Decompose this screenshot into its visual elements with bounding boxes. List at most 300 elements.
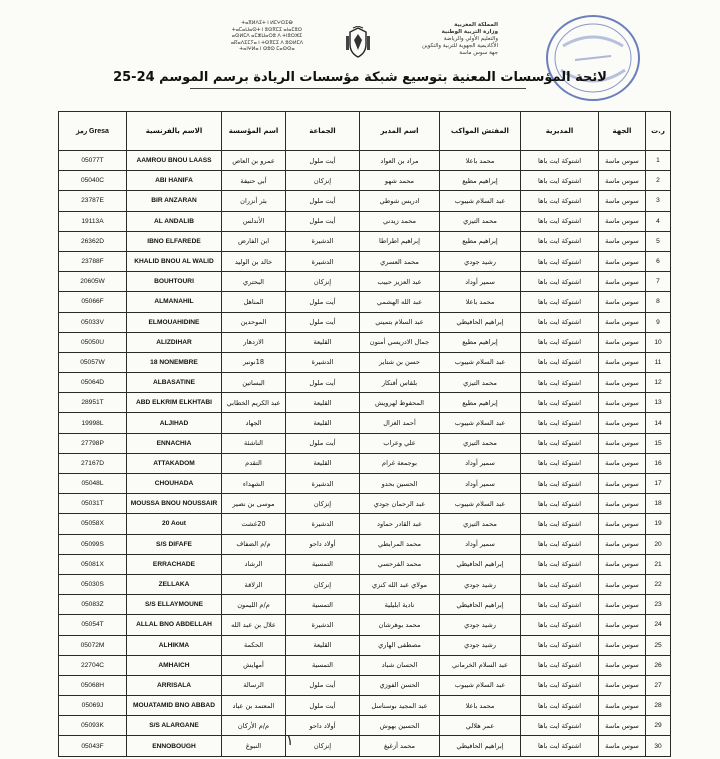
table-cell: أيت ملول bbox=[286, 696, 360, 716]
letterhead-line: وزارة التربية الوطنية bbox=[441, 29, 498, 35]
table-cell: محمد بوهرشان bbox=[360, 615, 440, 635]
table-row bbox=[59, 574, 671, 594]
table-cell: سوس ماسة bbox=[599, 574, 646, 594]
table-cell: اشتوكة ايت باها bbox=[521, 514, 599, 534]
table-cell: 20غشت bbox=[222, 514, 286, 534]
title-underline bbox=[190, 88, 526, 89]
table-cell: م/م الليمون bbox=[222, 595, 286, 615]
table-cell: ALJIHAD bbox=[127, 413, 222, 433]
table-cell: رشيد جودي bbox=[440, 635, 521, 655]
letterhead-line: ⴰⴽⴰⴷⵉⵎⵢⴰ ⵏ ⵜⵙⴳⵎⵉ ⴷ ⵓⵙⵍⵎⴷ bbox=[230, 39, 304, 46]
table-cell: سوس ماسة bbox=[599, 736, 646, 756]
table-cell: إبراهيم مطيع bbox=[440, 231, 521, 251]
letterhead-arabic bbox=[398, 22, 498, 57]
table-cell: 05031T bbox=[59, 494, 127, 514]
table-cell: سمير أوداد bbox=[440, 272, 521, 292]
table-cell: اشتوكة ايت باها bbox=[521, 675, 599, 695]
table-cell: محمد التيزي bbox=[440, 433, 521, 453]
table-cell: سوس ماسة bbox=[599, 151, 646, 171]
table-cell: عبد السلام الخرماني bbox=[440, 655, 521, 675]
table-cell: البحتري bbox=[222, 272, 286, 292]
table-cell: ENNACHIA bbox=[127, 433, 222, 453]
table-cell: عمرو بن العاص bbox=[222, 151, 286, 171]
table-row bbox=[59, 736, 671, 756]
table-cell: الدشيرة bbox=[286, 251, 360, 271]
table-cell: الدشيرة bbox=[286, 615, 360, 635]
table-cell: اشتوكة ايت باها bbox=[521, 171, 599, 191]
table-cell: ARRISALA bbox=[127, 675, 222, 695]
schools-table bbox=[58, 111, 671, 757]
table-cell: ALHIKMA bbox=[127, 635, 222, 655]
table-cell: محمد زيدني bbox=[360, 211, 440, 231]
table-cell: 1 bbox=[646, 151, 671, 171]
table-cell: 26362D bbox=[59, 231, 127, 251]
table-cell: AAMROU BNOU LAASS bbox=[127, 151, 222, 171]
table-cell: 05050U bbox=[59, 332, 127, 352]
table-cell: 27 bbox=[646, 675, 671, 695]
table-row bbox=[59, 292, 671, 312]
table-row bbox=[59, 474, 671, 494]
table-cell: سوس ماسة bbox=[599, 251, 646, 271]
table-cell: 16 bbox=[646, 453, 671, 473]
table-cell: 14 bbox=[646, 413, 671, 433]
table-cell: سوس ماسة bbox=[599, 615, 646, 635]
table-cell: التمسية bbox=[286, 595, 360, 615]
table-cell: 23 bbox=[646, 595, 671, 615]
table-cell: البساتين bbox=[222, 373, 286, 393]
table-cell: S/S ALARGANE bbox=[127, 716, 222, 736]
table-row bbox=[59, 393, 671, 413]
table-cell: اشتوكة ايت باها bbox=[521, 574, 599, 594]
table-cell: الحسان شباد bbox=[360, 655, 440, 675]
column-header: اسم المدير bbox=[360, 112, 440, 151]
table-cell: AMHAICH bbox=[127, 655, 222, 675]
table-cell: ABD ELKRIM ELKHTABI bbox=[127, 393, 222, 413]
table-cell: سوس ماسة bbox=[599, 675, 646, 695]
table-row bbox=[59, 191, 671, 211]
table-cell: IBNO ELFAREDE bbox=[127, 231, 222, 251]
table-cell: مولاي عبد الله كنزي bbox=[360, 574, 440, 594]
table-cell: الدشيرة bbox=[286, 514, 360, 534]
table-cell: سمير أوداد bbox=[440, 474, 521, 494]
table-cell: إبراهيم الحافيظي bbox=[440, 312, 521, 332]
table-cell: ATTAKADOM bbox=[127, 453, 222, 473]
table-cell: 05066F bbox=[59, 292, 127, 312]
table-cell: رشيد جودي bbox=[440, 615, 521, 635]
table-cell: سوس ماسة bbox=[599, 231, 646, 251]
table-cell: 05064D bbox=[59, 373, 127, 393]
table-cell: 20605W bbox=[59, 272, 127, 292]
letterhead-line: الأكاديمية الجهوية للتربية والتكوين bbox=[421, 43, 498, 49]
table-cell: اشتوكة ايت باها bbox=[521, 151, 599, 171]
table-cell: سوس ماسة bbox=[599, 211, 646, 231]
table-cell: BOUHTOURI bbox=[127, 272, 222, 292]
table-cell: 12 bbox=[646, 373, 671, 393]
table-cell: سوس ماسة bbox=[599, 716, 646, 736]
column-header: المفتش المواكب bbox=[440, 112, 521, 151]
table-cell: سمير أوداد bbox=[440, 453, 521, 473]
table-cell: بئر أنزران bbox=[222, 191, 286, 211]
table-cell: 05030S bbox=[59, 574, 127, 594]
table-cell: أولاد داحو bbox=[286, 534, 360, 554]
table-cell: 28951T bbox=[59, 393, 127, 413]
table-cell: 2 bbox=[646, 171, 671, 191]
table-row bbox=[59, 514, 671, 534]
table-cell: MOUATAMID BNO ABBAD bbox=[127, 696, 222, 716]
table-cell: الدشيرة bbox=[286, 474, 360, 494]
table-cell: 27167D bbox=[59, 453, 127, 473]
table-cell: الأندلس bbox=[222, 211, 286, 231]
table-cell: سوس ماسة bbox=[599, 635, 646, 655]
column-header: اسم المؤسسة bbox=[222, 112, 286, 151]
table-cell: 4 bbox=[646, 211, 671, 231]
table-cell: الرسالة bbox=[222, 675, 286, 695]
table-cell: 05054T bbox=[59, 615, 127, 635]
table-row bbox=[59, 312, 671, 332]
table-cell: التقدم bbox=[222, 453, 286, 473]
table-cell: اشتوكة ايت باها bbox=[521, 474, 599, 494]
table-cell: 28 bbox=[646, 696, 671, 716]
letterhead-line: والتعليم الأولي والرياضة bbox=[443, 36, 498, 42]
table-cell: ELMOUAHIDINE bbox=[127, 312, 222, 332]
table-cell: اشتوكة ايت باها bbox=[521, 716, 599, 736]
table-row bbox=[59, 494, 671, 514]
table-cell: سوس ماسة bbox=[599, 696, 646, 716]
table-row bbox=[59, 211, 671, 231]
table-cell: إبراهيم الحافيظي bbox=[440, 736, 521, 756]
table-cell: 05058X bbox=[59, 514, 127, 534]
table-cell: أولاد داحو bbox=[286, 716, 360, 736]
table-cell: اشتوكة ايت باها bbox=[521, 696, 599, 716]
table-cell: المعتمد بن عباد bbox=[222, 696, 286, 716]
table-cell: 3 bbox=[646, 191, 671, 211]
table-cell: حسن بن شتاير bbox=[360, 352, 440, 372]
table-cell: محمد المرابطي bbox=[360, 534, 440, 554]
table-cell: القليعة bbox=[286, 332, 360, 352]
table-cell: الحسين بهوش bbox=[360, 716, 440, 736]
table-cell: إنزكان bbox=[286, 272, 360, 292]
table-cell: 26 bbox=[646, 655, 671, 675]
table-cell: اشتوكة ايت باها bbox=[521, 655, 599, 675]
table-cell: سوس ماسة bbox=[599, 474, 646, 494]
table-cell: الحسن الفوزي bbox=[360, 675, 440, 695]
table-cell: اشتوكة ايت باها bbox=[521, 433, 599, 453]
table-cell: بوجمعة غرام bbox=[360, 453, 440, 473]
table-cell: أيت ملول bbox=[286, 211, 360, 231]
table-cell: ادريس شوطي bbox=[360, 191, 440, 211]
table-cell: الزلاقة bbox=[222, 574, 286, 594]
table-row bbox=[59, 433, 671, 453]
letterhead-tifinagh bbox=[212, 20, 322, 53]
table-cell: اشتوكة ايت باها bbox=[521, 312, 599, 332]
table-cell: خالد بن الوليد bbox=[222, 251, 286, 271]
coat-of-arms-icon bbox=[344, 26, 372, 60]
table-cell: 05068H bbox=[59, 675, 127, 695]
table-cell: 30 bbox=[646, 736, 671, 756]
table-cell: 05083Z bbox=[59, 595, 127, 615]
table-cell: القليعة bbox=[286, 635, 360, 655]
table-cell: محمد باعلا bbox=[440, 696, 521, 716]
table-cell: الحسين بحدو bbox=[360, 474, 440, 494]
table-row bbox=[59, 554, 671, 574]
table-cell: سوس ماسة bbox=[599, 534, 646, 554]
table-cell: 18 NONEMBRE bbox=[127, 352, 222, 372]
table-cell: إبراهيم مطيع bbox=[440, 393, 521, 413]
table-cell: عبد القادر حماود bbox=[360, 514, 440, 534]
table-cell: 23788F bbox=[59, 251, 127, 271]
letterhead-line: المملكة المغربية bbox=[454, 22, 498, 28]
column-header: ر.ت bbox=[646, 112, 671, 151]
table-row bbox=[59, 171, 671, 191]
table-cell: BIR ANZARAN bbox=[127, 191, 222, 211]
table-cell: الشهداء bbox=[222, 474, 286, 494]
table-cell: 05081X bbox=[59, 554, 127, 574]
table-cell: 19 bbox=[646, 514, 671, 534]
table-cell: اشتوكة ايت باها bbox=[521, 251, 599, 271]
table-cell: محمد التيزي bbox=[440, 373, 521, 393]
table-cell: 05077T bbox=[59, 151, 127, 171]
table-row bbox=[59, 413, 671, 433]
table-cell: سوس ماسة bbox=[599, 514, 646, 534]
table-row bbox=[59, 231, 671, 251]
table-cell: 17 bbox=[646, 474, 671, 494]
table-row bbox=[59, 151, 671, 171]
page-number: ١ bbox=[286, 733, 294, 749]
table-cell: سوس ماسة bbox=[599, 171, 646, 191]
table-cell: عبد العزيز حبيب bbox=[360, 272, 440, 292]
table-row bbox=[59, 352, 671, 372]
table-cell: اشتوكة ايت باها bbox=[521, 635, 599, 655]
table-cell: 6 bbox=[646, 251, 671, 271]
table-cell: ENNOBOUGH bbox=[127, 736, 222, 756]
column-header: المديرية bbox=[521, 112, 599, 151]
table-cell: اشتوكة ايت باها bbox=[521, 554, 599, 574]
table-cell: عبد السلام شيبوب bbox=[440, 675, 521, 695]
table-cell: أيت ملول bbox=[286, 191, 360, 211]
table-cell: إبراهيم الحافيظي bbox=[440, 595, 521, 615]
table-cell: إنزكان bbox=[286, 171, 360, 191]
table-row bbox=[59, 615, 671, 635]
table-cell: 27798P bbox=[59, 433, 127, 453]
table-cell: أيت ملول bbox=[286, 312, 360, 332]
table-row bbox=[59, 453, 671, 473]
table-cell: 9 bbox=[646, 312, 671, 332]
letterhead bbox=[0, 0, 720, 72]
letterhead-line: ⵜⴰⵎⴰⵡⴰⵙⵜ ⵏ ⵓⵙⴳⵎⵉ ⴰⵏⴰⵎⵓⵔ bbox=[231, 26, 303, 33]
table-cell: سوس ماسة bbox=[599, 332, 646, 352]
table-cell: الرشاد bbox=[222, 554, 286, 574]
table-cell: 20 Aout bbox=[127, 514, 222, 534]
table-cell: عبد الله الهشمي bbox=[360, 292, 440, 312]
table-row bbox=[59, 595, 671, 615]
table-cell: محمد باعلا bbox=[440, 292, 521, 312]
table-cell: عبد السلام شيبوب bbox=[440, 191, 521, 211]
table-cell: 05048L bbox=[59, 474, 127, 494]
table-cell: CHOUHADA bbox=[127, 474, 222, 494]
table-cell: سوس ماسة bbox=[599, 272, 646, 292]
letterhead-line: ⵜⴰⴳⵍⴷⵉⵜ ⵏ ⵍⵎⵖⵔⵉⴱ bbox=[241, 20, 293, 26]
table-cell: محمد أزغيغ bbox=[360, 736, 440, 756]
table-cell: الازدهار bbox=[222, 332, 286, 352]
table-cell: اشتوكة ايت باها bbox=[521, 393, 599, 413]
table-cell: الموحدين bbox=[222, 312, 286, 332]
table-cell: سوس ماسة bbox=[599, 292, 646, 312]
table-cell: إبراهيم الحافيظي bbox=[440, 554, 521, 574]
table-row bbox=[59, 675, 671, 695]
table-cell: ابن الفارض bbox=[222, 231, 286, 251]
table-cell: محمد التيزي bbox=[440, 211, 521, 231]
table-cell: عبد السلام شيبوب bbox=[440, 352, 521, 372]
table-row bbox=[59, 373, 671, 393]
table-cell: القليعة bbox=[286, 453, 360, 473]
table-cell: محمد الفرحسي bbox=[360, 554, 440, 574]
table-cell: ALBASATINE bbox=[127, 373, 222, 393]
table-cell: محمد باعلا bbox=[440, 151, 521, 171]
table-cell: 22 bbox=[646, 574, 671, 594]
table-cell: 05040C bbox=[59, 171, 127, 191]
table-cell: م/م الأركان bbox=[222, 716, 286, 736]
table-cell: اشتوكة ايت باها bbox=[521, 736, 599, 756]
table-cell: 05072M bbox=[59, 635, 127, 655]
table-cell: التمسية bbox=[286, 655, 360, 675]
table-cell: اشتوكة ايت باها bbox=[521, 332, 599, 352]
table-cell: الحكمة bbox=[222, 635, 286, 655]
table-cell: سمير أوداد bbox=[440, 534, 521, 554]
table-cell: اشتوكة ايت باها bbox=[521, 352, 599, 372]
table-cell: إبراهيم اطراطا bbox=[360, 231, 440, 251]
table-row bbox=[59, 534, 671, 554]
table-row bbox=[59, 332, 671, 352]
table-cell: م/م الضفاف bbox=[222, 534, 286, 554]
table-cell: عبد الكريم الخطابي bbox=[222, 393, 286, 413]
table-cell: 19998L bbox=[59, 413, 127, 433]
table-cell: الدشيرة bbox=[286, 352, 360, 372]
table-cell: 8 bbox=[646, 292, 671, 312]
table-cell: MOUSSA BNOU NOUSSAIR bbox=[127, 494, 222, 514]
table-cell: إنزكان bbox=[286, 736, 360, 756]
column-header: الاسم بالفرنسية bbox=[127, 112, 222, 151]
table-cell: KHALID BNOU AL WALID bbox=[127, 251, 222, 271]
table-cell: S/S ELLAYMOUNE bbox=[127, 595, 222, 615]
table-cell: أيت ملول bbox=[286, 373, 360, 393]
table-cell: 24 bbox=[646, 615, 671, 635]
table-cell: AL ANDALIB bbox=[127, 211, 222, 231]
table-row bbox=[59, 655, 671, 675]
table-cell: أيت ملول bbox=[286, 433, 360, 453]
table-cell: 29 bbox=[646, 716, 671, 736]
page-title: لائحة المؤسسات المعنية بتوسيع شبكة مؤسسات الريادة برسم الموسم 24-25 bbox=[113, 70, 607, 85]
table-cell: جمال الادريسي أمنون bbox=[360, 332, 440, 352]
letterhead-line: جهة سوس ماسة bbox=[459, 50, 498, 56]
table-body bbox=[59, 151, 671, 757]
table-cell: أمهايش bbox=[222, 655, 286, 675]
table-cell: اشتوكة ايت باها bbox=[521, 453, 599, 473]
table-cell: S/S DIFAFE bbox=[127, 534, 222, 554]
table-cell: القليعة bbox=[286, 393, 360, 413]
table-cell: اشتوكة ايت باها bbox=[521, 231, 599, 251]
table-cell: عبد السلام شيبوب bbox=[440, 494, 521, 514]
table-cell: المناهل bbox=[222, 292, 286, 312]
table-cell: محمد شهو bbox=[360, 171, 440, 191]
table-cell: اشتوكة ايت باها bbox=[521, 615, 599, 635]
table-cell: سوس ماسة bbox=[599, 373, 646, 393]
table-cell: 22704C bbox=[59, 655, 127, 675]
table-row bbox=[59, 716, 671, 736]
table-cell: أيت ملول bbox=[286, 151, 360, 171]
table-cell: سوس ماسة bbox=[599, 595, 646, 615]
table-cell: ERRACHADE bbox=[127, 554, 222, 574]
table-cell: اشتوكة ايت باها bbox=[521, 191, 599, 211]
table-cell: ALLAL BNO ABDELLAH bbox=[127, 615, 222, 635]
table-cell: اشتوكة ايت باها bbox=[521, 534, 599, 554]
table-cell: النبوغ bbox=[222, 736, 286, 756]
table-cell: سوس ماسة bbox=[599, 554, 646, 574]
table-cell: 10 bbox=[646, 332, 671, 352]
table-cell: 05099S bbox=[59, 534, 127, 554]
column-header: الجهة bbox=[599, 112, 646, 151]
table-cell: الجهاد bbox=[222, 413, 286, 433]
table-cell: علي وعراب bbox=[360, 433, 440, 453]
table-cell: مصطفى الهاري bbox=[360, 635, 440, 655]
table-row bbox=[59, 272, 671, 292]
table-cell: 15 bbox=[646, 433, 671, 453]
table-cell: اشتوكة ايت باها bbox=[521, 413, 599, 433]
table-cell: اشتوكة ايت باها bbox=[521, 373, 599, 393]
table-cell: محمد العسري bbox=[360, 251, 440, 271]
table-cell: 19113A bbox=[59, 211, 127, 231]
table-cell: إنزكان bbox=[286, 574, 360, 594]
table-cell: الناشئة bbox=[222, 433, 286, 453]
table-cell: المحفوظ لهرويش bbox=[360, 393, 440, 413]
table-cell: إبراهيم مطيع bbox=[440, 171, 521, 191]
table-cell: سوس ماسة bbox=[599, 413, 646, 433]
table-cell: رشيد جودي bbox=[440, 251, 521, 271]
table-row bbox=[59, 696, 671, 716]
table-header-row bbox=[59, 112, 671, 151]
table-cell: سوس ماسة bbox=[599, 191, 646, 211]
table-cell: عبد السلام شيبوب bbox=[440, 413, 521, 433]
table-cell: رشيد جودي bbox=[440, 574, 521, 594]
table-cell: 11 bbox=[646, 352, 671, 372]
table-cell: سوس ماسة bbox=[599, 433, 646, 453]
table-cell: عبد السلام بتميني bbox=[360, 312, 440, 332]
table-cell: علال بن عبد الله bbox=[222, 615, 286, 635]
table-cell: موسى بن نصير bbox=[222, 494, 286, 514]
table-cell: اشتوكة ايت باها bbox=[521, 211, 599, 231]
table-cell: الدشيرة bbox=[286, 231, 360, 251]
table-row bbox=[59, 635, 671, 655]
table-cell: 20 bbox=[646, 534, 671, 554]
official-stamp-icon bbox=[535, 8, 645, 112]
table-cell: أيت ملول bbox=[286, 675, 360, 695]
table-cell: 25 bbox=[646, 635, 671, 655]
table-cell: اشتوكة ايت باها bbox=[521, 595, 599, 615]
table-cell: 18 bbox=[646, 494, 671, 514]
table-cell: ALMANAHIL bbox=[127, 292, 222, 312]
table-cell: بلقاس أفنكار bbox=[360, 373, 440, 393]
table-cell: 05057W bbox=[59, 352, 127, 372]
table-cell: 23787E bbox=[59, 191, 127, 211]
table-cell: سوس ماسة bbox=[599, 312, 646, 332]
table-cell: 5 bbox=[646, 231, 671, 251]
table-cell: إبراهيم مطيع bbox=[440, 332, 521, 352]
letterhead-line: ⴰⵙⵍⵎⴷ ⴰⵎⵣⵡⴰⵔⵓ ⴷ ⵜⵏⵓⵔⵣⵉ bbox=[231, 33, 303, 39]
table-cell: عبد المجيد بوسناسل bbox=[360, 696, 440, 716]
table-cell: ALIZDIHAR bbox=[127, 332, 222, 352]
table-cell: سوس ماسة bbox=[599, 352, 646, 372]
table-cell: سوس ماسة bbox=[599, 393, 646, 413]
table-cell: 21 bbox=[646, 554, 671, 574]
